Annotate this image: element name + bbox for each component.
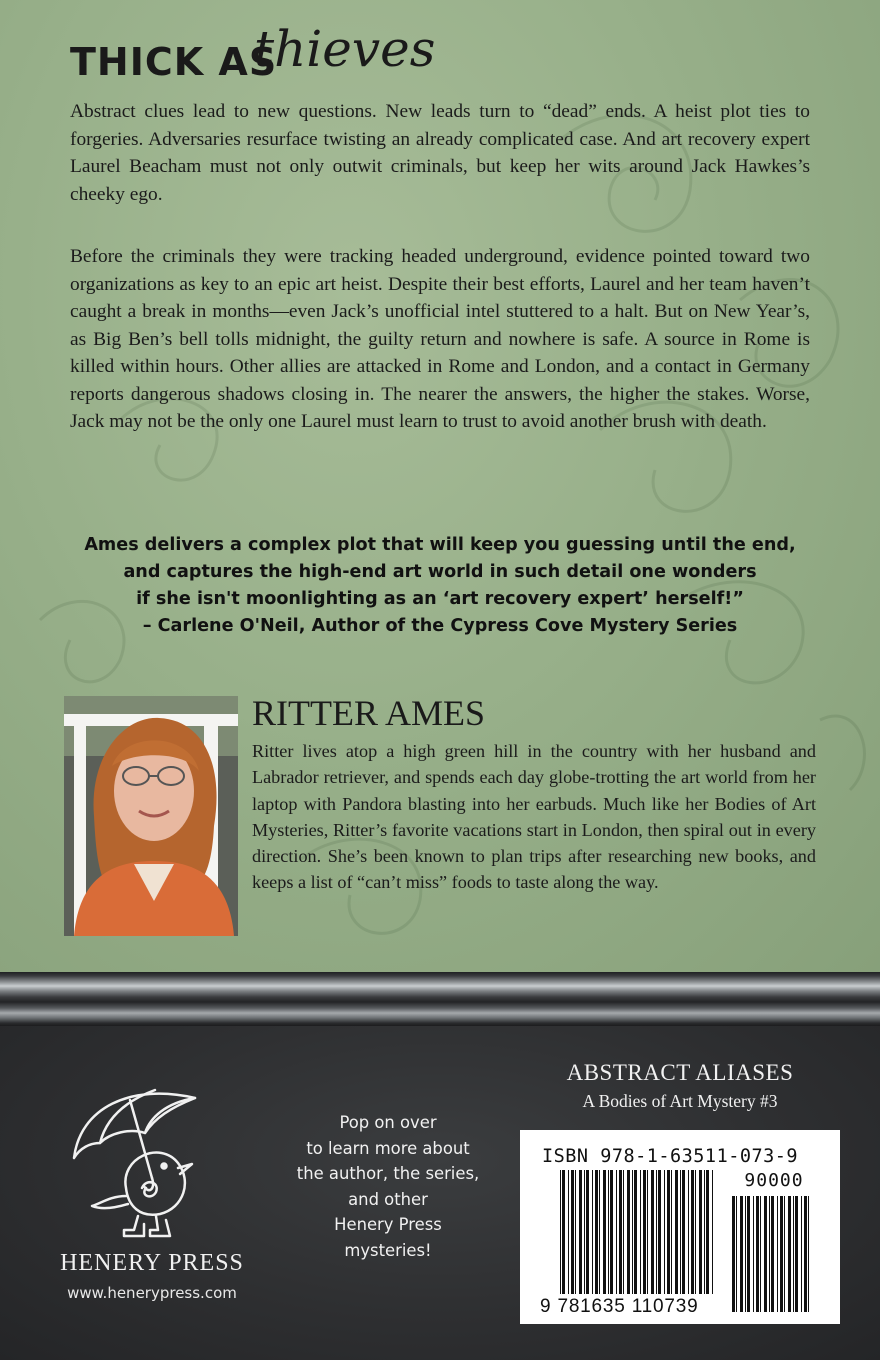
quote-line: and captures the high-end art world in such detail one wonders (123, 562, 757, 582)
publisher-name: HENERY PRESS (60, 1250, 244, 1276)
barcode-digits: 9 781635 110739 (540, 1296, 699, 1317)
author-bio: Ritter lives atop a high green hill in the country with her husband and Labrador retriever, and spends each day globe-trotting the art world from her laptop with Pandora blasting into her earbuds. Much like her Bodies of Art Mysteries, Ritter’s favorite vacations start in London, then spiral out in every direction. She’s been known to plan trips after researching new books, and keeps a list of “can’t miss” foods to taste along the way. (252, 741, 816, 893)
book-series: A Bodies of Art Mystery #3 (582, 1091, 778, 1111)
promo-line: Henery Press (334, 1215, 442, 1234)
quote-attribution: – Carlene O'Neil, Author of the Cypress Cove Mystery Series (142, 616, 738, 636)
barcode-addon-number: 90000 (744, 1170, 804, 1191)
publisher-url: www.henerypress.com (67, 1284, 237, 1302)
section-title-main: THICK AS (70, 40, 278, 84)
promo-line: mysteries! (344, 1240, 432, 1260)
quote-line: if she isn't moonlighting as an ‘art recovery expert’ herself!” (136, 589, 744, 609)
book-title: ABSTRACT ALIASES (566, 1060, 794, 1085)
promo-line: the author, the series, (296, 1164, 480, 1183)
isbn-barcode (520, 1130, 840, 1324)
synopsis-paragraph-1: Abstract clues lead to new questions. New leads turn to “dead” ends. A heist plot ties to forgeries. Adversaries resurface twisting an already complicated case. And art recovery expert Laurel Beacham must not only outwit criminals, but keep her wits around Jack Hawkes’s cheeky ego. (70, 101, 810, 205)
frame-molding-divider (0, 972, 880, 1026)
synopsis-paragraph-2: Before the criminals they were tracking headed underground, evidence pointed toward two organizations as key to an epic art heist. Despite their best efforts, Laurel and her team haven’t caught a break in months—even Jack’s unofficial intel stuttered to a halt. But on New Year’s, as Big Ben’s bell tolls midnight, the guilty return and nowhere is safe. A source in Rome is killed within hours. Other allies are attacked in Rome and London, and a contact in Germany reports dangerous shadows closing in. The nearer the answers, the higher the stakes. Worse, Jack may not be the only one Laurel must learn to trust to avoid another brush with death. (70, 246, 810, 432)
promo-line: Pop on over (339, 1113, 437, 1132)
promo-text (270, 1110, 506, 1263)
promo-line: to learn more about (306, 1138, 470, 1158)
author-photo (64, 696, 238, 936)
promo-line: and other (348, 1189, 428, 1209)
isbn-text: ISBN 978-1-63511-073-9 (542, 1146, 799, 1167)
section-title-script: thieves (254, 20, 436, 78)
bird-with-umbrella-icon (60, 1078, 210, 1248)
quote-line: Ames delivers a complex plot that will keep you guessing until the end, (84, 535, 796, 555)
author-name: RITTER AMES (252, 693, 486, 733)
review-quote (60, 532, 820, 640)
